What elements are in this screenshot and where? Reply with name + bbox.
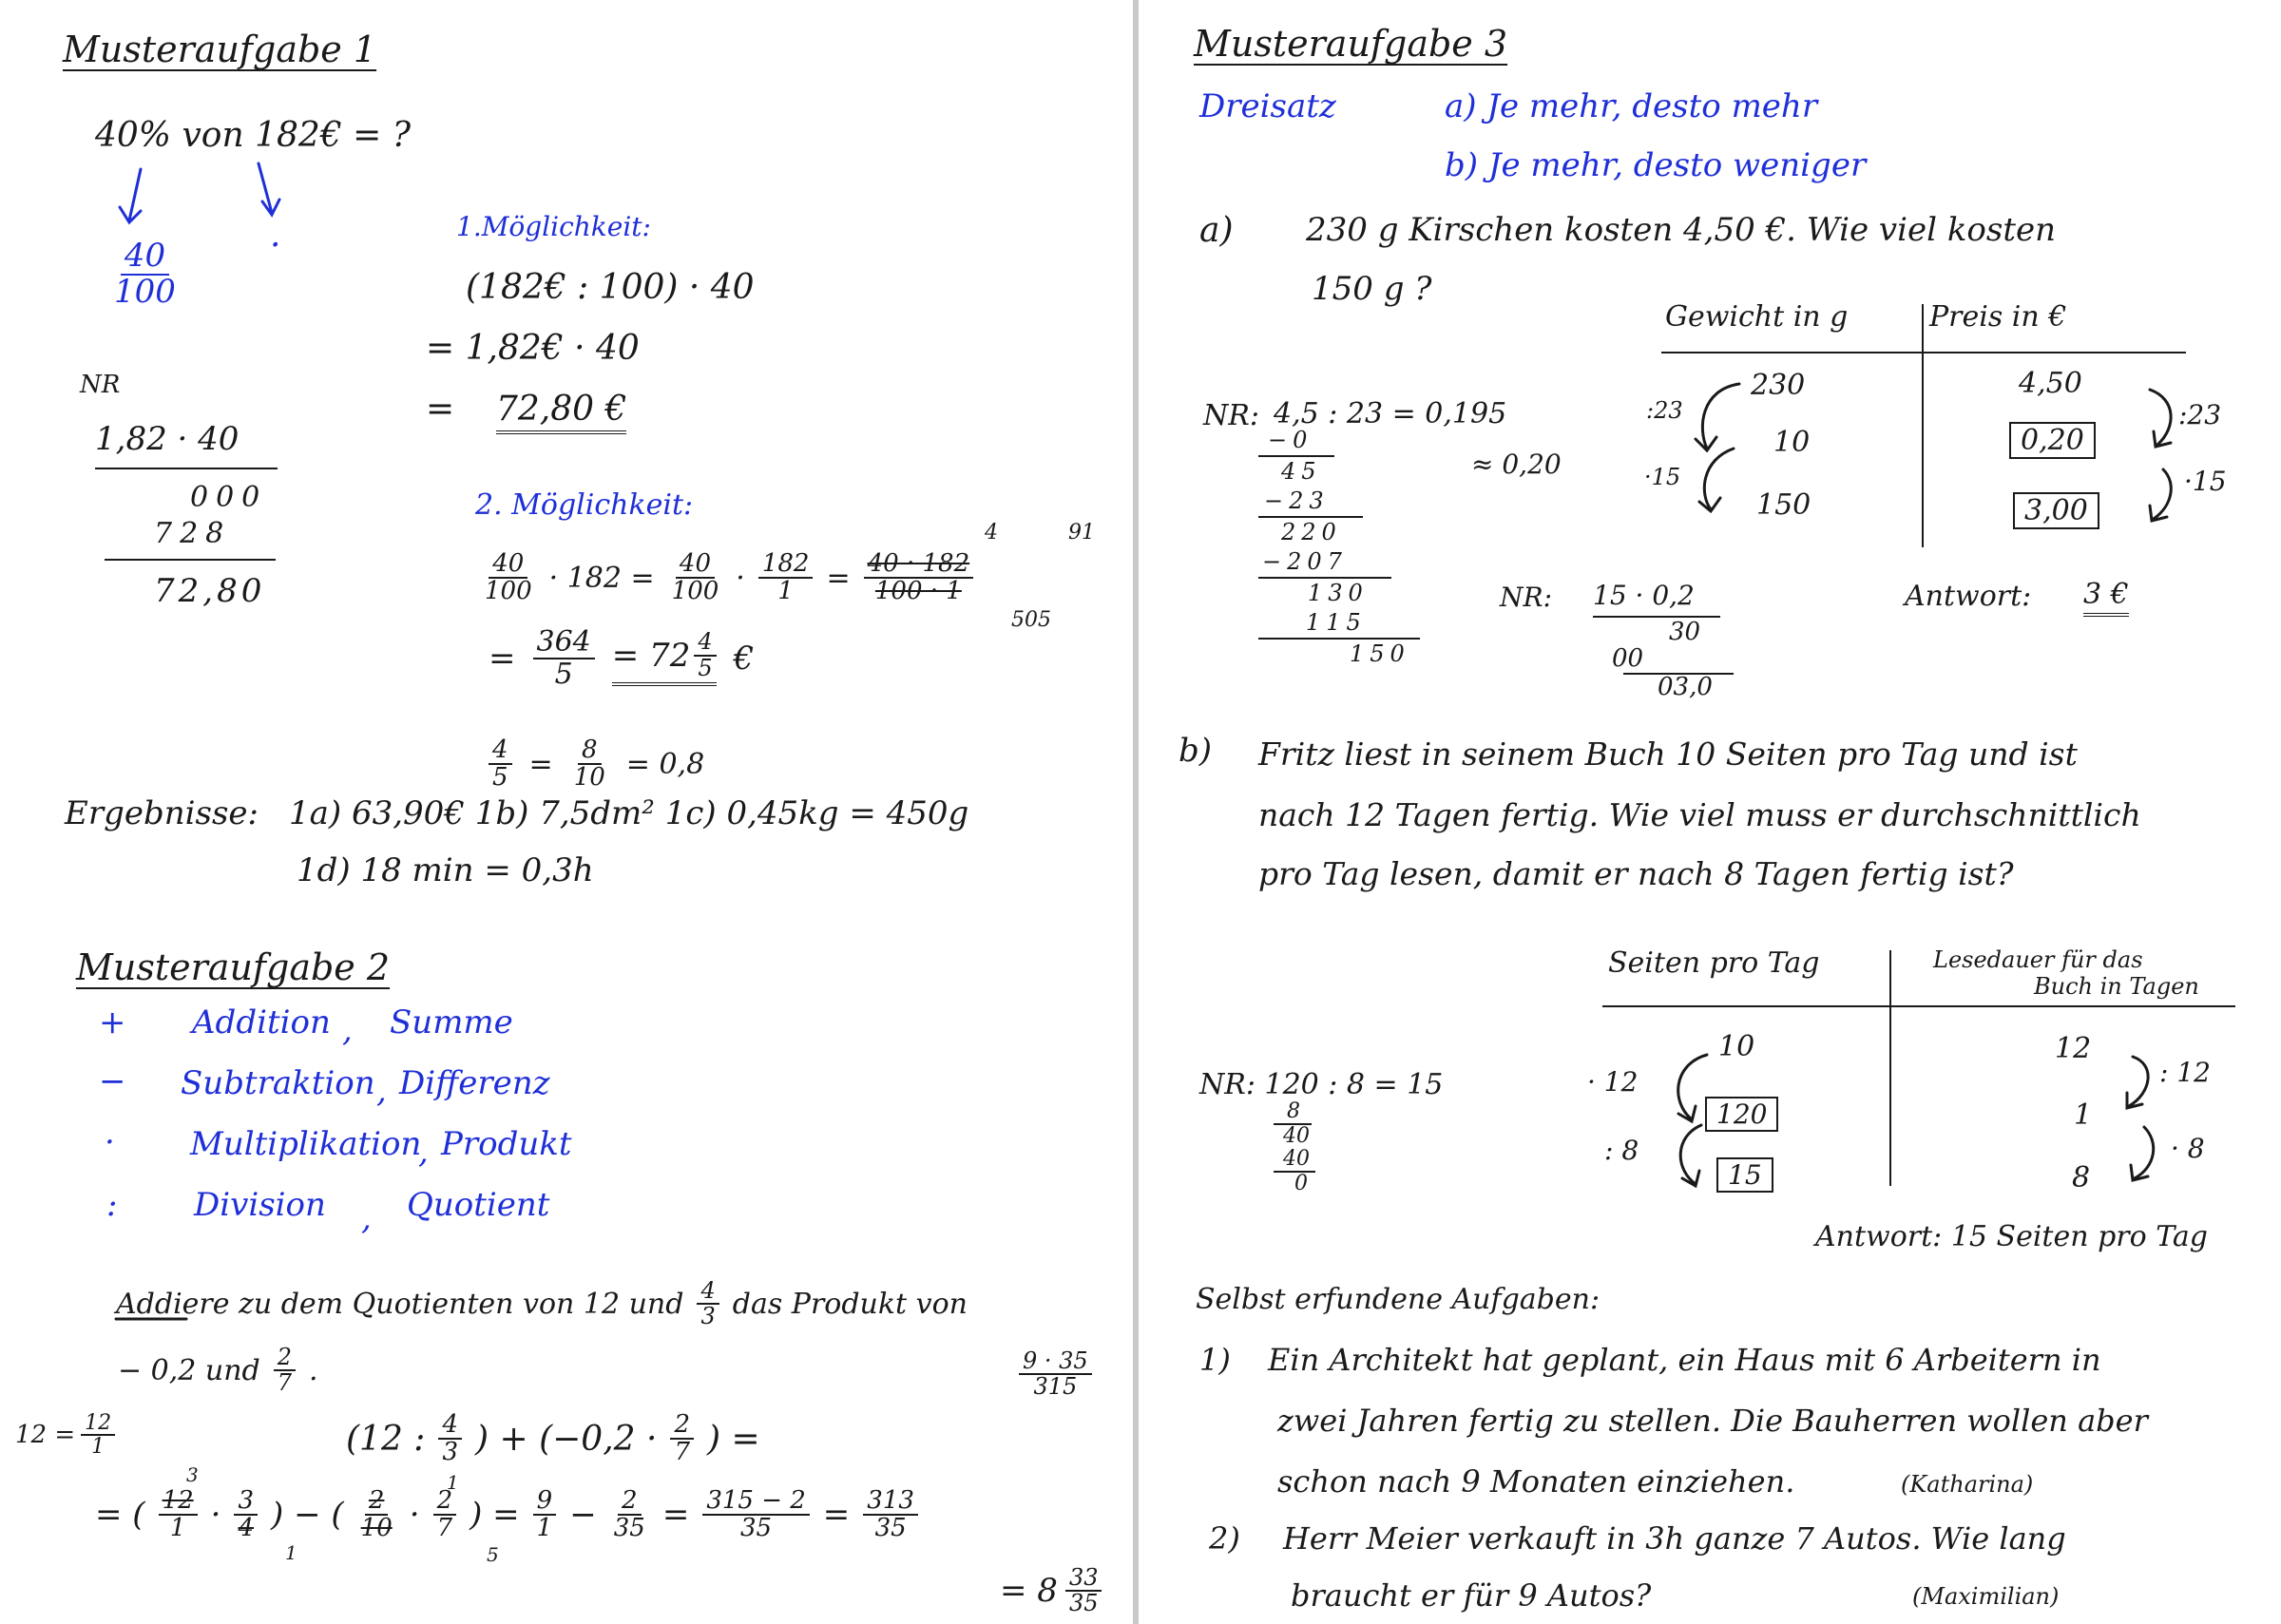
m3-self-2-line1: Herr Meier verkauft in 3h ganze 7 Autos. Wie lang — [1283, 1520, 2066, 1557]
m3-table-a-header-2: Preis in € — [1929, 300, 2067, 334]
m2-op-comma-3: , — [361, 1199, 372, 1237]
m3-table-b-right-0: 12 — [2055, 1032, 2092, 1065]
page-divider — [1133, 0, 1139, 1624]
m3-b-text2: nach 12 Tagen fertig. Wie viel muss er durchschnittlich — [1258, 796, 2141, 833]
m3-table-a-right-0: 4,50 — [2019, 367, 2082, 400]
arrow-curve-icon — [1696, 384, 1739, 450]
m3-a-text2: 150 g ? — [1312, 270, 1432, 308]
m3-table-a-left-2: 150 — [1756, 488, 1811, 522]
m3-nr2-line2: 30 — [1669, 618, 1701, 646]
m1-task: 40% von 182€ = ? — [95, 116, 412, 155]
m3-op-div12-right: : 12 — [2159, 1057, 2211, 1088]
m3-table-b-header-2b: Buch in Tagen — [2034, 973, 2199, 1000]
m2-small-3: 3 — [186, 1463, 199, 1486]
m1-results-label: Ergebnisse: — [65, 794, 259, 832]
m3-table-b-header-2a: Lesedauer für das — [1933, 946, 2143, 973]
m2-op-term-0: Summe — [390, 1003, 513, 1041]
m3-antwort-a-label: Antwort: — [1905, 580, 2032, 613]
m2-task-line2: − 0,2 und $\frac{2}{7}$ . — [118, 1344, 318, 1397]
m1-results-line1: 1a) 63,90€ 1b) 7,5dm² 1c) 0,45kg = 450g — [289, 794, 969, 832]
m2-twelve-note: 12 = $\frac{12}{1}$ — [15, 1412, 115, 1458]
m1-opt2-line1: $\frac{40}{100}$ · 182 = $\frac{40}{100}$ · $\frac{182}{1}$ = $\frac{40 \cdot 182}{100 \cdot 1}$ — [481, 551, 973, 605]
m3-nr-b-steps: 8 40 40 0 — [1274, 1100, 1315, 1195]
m3-a-label: a) — [1199, 211, 1234, 250]
m2-side-calc: $\frac{9 \cdot 35}{315}$ — [1019, 1349, 1092, 1399]
m1-opt1-line2: = 1,82€ · 40 — [426, 329, 640, 368]
m3-self-2-line2: braucht er für 9 Autos? — [1291, 1577, 1652, 1614]
m3-self-1-line2: zwei Jahren fertig zu stellen. Die Bauherren wollen aber — [1277, 1403, 2148, 1439]
m2-final-result: = 8 $\frac{33}{35}$ — [1000, 1566, 1102, 1615]
m3-self-2-num: 2) — [1209, 1520, 1240, 1557]
m3-antwort-a-value: 3 € — [2083, 578, 2129, 617]
m3-table-a-left-1: 10 — [1773, 426, 1811, 459]
m3-table-a-left-0: 230 — [1751, 369, 1806, 402]
m1-nr-line4: 72,80 — [154, 572, 266, 610]
m3-nr-a-main: 4,5 : 23 = 0,195 — [1274, 397, 1507, 430]
m3-op-mul15-left: ·15 — [1644, 464, 1681, 490]
m3-b-text3: pro Tag lesen, damit er nach 8 Tagen fertig ist? — [1258, 855, 2014, 892]
m2-op-name-2: Multiplikation — [190, 1125, 422, 1163]
m1-opt2-title: 2. Möglichkeit: — [475, 488, 694, 522]
m3-a-text1: 230 g Kirschen kosten 4,50 €. Wie viel kosten — [1306, 211, 2057, 249]
m2-op-comma-2: , — [418, 1133, 429, 1171]
m3-table-b-right-1: 1 — [2074, 1099, 2093, 1132]
musteraufgabe-1-title: Musteraufgabe 1 — [63, 29, 377, 70]
m1-opt1-line1: (182€ : 100) · 40 — [466, 268, 755, 307]
m1-opt2-small-91: 91 — [1068, 521, 1095, 545]
frac-num: 40 — [121, 239, 169, 276]
m2-op-name-3: Division — [194, 1186, 326, 1224]
m3-dreisatz: Dreisatz — [1199, 87, 1336, 125]
m3-nr-b-main: NR: 120 : 8 = 15 — [1199, 1068, 1444, 1101]
m3-table-b-left-0: 10 — [1718, 1030, 1755, 1063]
m3-self-2-author: (Maximilian) — [1912, 1583, 2060, 1610]
m2-task-line1: Addiere zu dem Quotienten von 12 und $\frac{4}{3}$ das Produkt von — [116, 1277, 968, 1330]
m3-rule-a: a) Je mehr, desto mehr — [1445, 87, 1818, 125]
m1-opt1-line3-eq: = — [426, 390, 455, 429]
m3-table-a-right-1: 0,20 — [2009, 422, 2096, 459]
m2-op-comma-1: , — [376, 1072, 387, 1110]
m3-nr2-line3: 00 — [1612, 644, 1644, 673]
arrow-curve-icon — [2131, 1127, 2154, 1180]
m2-op-term-2: Produkt — [441, 1125, 572, 1163]
m3-antwort-b: Antwort: 15 Seiten pro Tag — [1815, 1220, 2209, 1253]
m2-op-term-3: Quotient — [407, 1186, 550, 1224]
m1-fraction — [110, 239, 180, 309]
m2-op-comma-0: , — [342, 1011, 353, 1049]
m3-nr2-label: NR: — [1500, 582, 1553, 613]
m3-table-b-left-1: 120 — [1705, 1097, 1778, 1132]
m1-nr-line2: 000 — [190, 481, 268, 514]
m3-self-1-author: (Katharina) — [1901, 1471, 2034, 1498]
m1-opt2-line2: = $\frac{364}{5}$ = 72 $\frac{4}{5}$ € — [489, 625, 755, 691]
arrow-down-icon — [120, 169, 141, 222]
m3-table-a-right-2: 3,00 — [2013, 492, 2099, 529]
m3-op-div23-right: :23 — [2178, 399, 2222, 430]
m3-table-b-right-2: 8 — [2072, 1161, 2091, 1194]
m3-rule-b: b) Je mehr, desto weniger — [1445, 146, 1867, 184]
m1-opt2-small-505: 505 — [1011, 608, 1051, 632]
m3-nr-a-label: NR: — [1203, 399, 1259, 432]
m2-op-term-1: Differenz — [399, 1064, 550, 1102]
m3-table-a-header-1: Gewicht in g — [1665, 300, 1849, 334]
m2-small-c-top: 1 — [447, 1471, 459, 1494]
m2-op-sym-2: · — [105, 1123, 115, 1161]
m3-self-title: Selbst erfundene Aufgaben: — [1196, 1283, 1601, 1316]
m3-op-div23-left: :23 — [1646, 397, 1683, 424]
m2-small-c-bot: 5 — [487, 1543, 499, 1566]
m2-expression-1: (12 : $\frac{4}{3}$ ) + (−0,2 · $\frac{2}{7}$ ) = — [346, 1410, 760, 1467]
m1-opt1-title: 1.Möglichkeit: — [456, 211, 651, 242]
frac-den: 100 — [114, 272, 176, 311]
m1-conversion: $\frac{4}{5}$ = $\frac{8}{10}$ = 0,8 — [489, 737, 704, 792]
m3-self-1-line1: Ein Architekt hat geplant, ein Haus mit 6 Arbeitern in — [1268, 1342, 2101, 1378]
m3-nr2-line1: 15 · 0,2 — [1593, 580, 1695, 611]
m1-opt1-result: 72,80 € — [496, 390, 626, 434]
arrow-curve-icon — [2150, 469, 2171, 521]
arrow-curve-icon — [1699, 449, 1734, 511]
m2-op-name-1: Subtraktion — [181, 1064, 375, 1102]
musteraufgabe-3-title: Musteraufgabe 3 — [1194, 23, 1508, 65]
m3-self-1-line3: schon nach 9 Monaten einziehen. — [1277, 1463, 1795, 1500]
m3-table-b-header-1: Seiten pro Tag — [1608, 946, 1820, 980]
musteraufgabe-2-title: Musteraufgabe 2 — [76, 946, 391, 988]
m2-op-sym-0: + — [99, 1003, 126, 1041]
m3-op-mul8-right: · 8 — [2171, 1133, 2205, 1164]
m3-table-b-left-2: 15 — [1716, 1157, 1773, 1193]
m3-b-text1: Fritz liest in seinem Buch 10 Seiten pro Tag und ist — [1258, 736, 2078, 773]
m3-b-label: b) — [1179, 732, 1213, 770]
m1-nr-line1: 1,82 · 40 — [95, 420, 240, 458]
m1-opt2-small-4: 4 — [985, 521, 998, 545]
m3-nr2-line4: 03,0 — [1658, 673, 1713, 701]
m3-self-1-num: 1) — [1199, 1342, 1231, 1378]
m2-small-1: 1 — [285, 1541, 297, 1564]
m3-op-mul12-left: · 12 — [1587, 1066, 1639, 1098]
m3-op-mul15-right: ·15 — [2184, 466, 2227, 497]
arrow-curve-icon — [2150, 390, 2171, 447]
arrow-curve-icon — [1680, 1125, 1701, 1186]
m1-nr-label: NR — [80, 371, 121, 399]
arrow-curve-icon — [2127, 1057, 2148, 1108]
arrow-down-icon — [259, 163, 279, 215]
m3-nr-a-approx: ≈ 0,20 — [1471, 449, 1562, 480]
arrow-curve-icon — [1678, 1055, 1707, 1121]
m1-results-line2: 1d) 18 min = 0,3h — [297, 851, 594, 889]
m1-nr-line3: 728 — [154, 517, 232, 550]
m2-op-sym-1: − — [99, 1062, 126, 1100]
m3-nr-a-steps: −0 45 −23 220 −207 130 115 150 — [1258, 426, 1420, 669]
m3-op-div8-left: : 8 — [1604, 1135, 1639, 1166]
m1-dot: · — [270, 226, 281, 265]
m2-op-sym-3: : — [106, 1186, 118, 1224]
m2-expression-2: = ( $\frac{12}{1}$ · $\frac{3}{4}$ ) − ( $\frac{2}{10}$ · $\frac{2}{7}$ ) = $\frac{9}{1}$ − $\frac{2}{35}$ = $\frac{315 - 2}{35}$ = $\frac{313}{35}$ — [95, 1488, 918, 1542]
m2-op-name-0: Addition — [192, 1003, 331, 1041]
